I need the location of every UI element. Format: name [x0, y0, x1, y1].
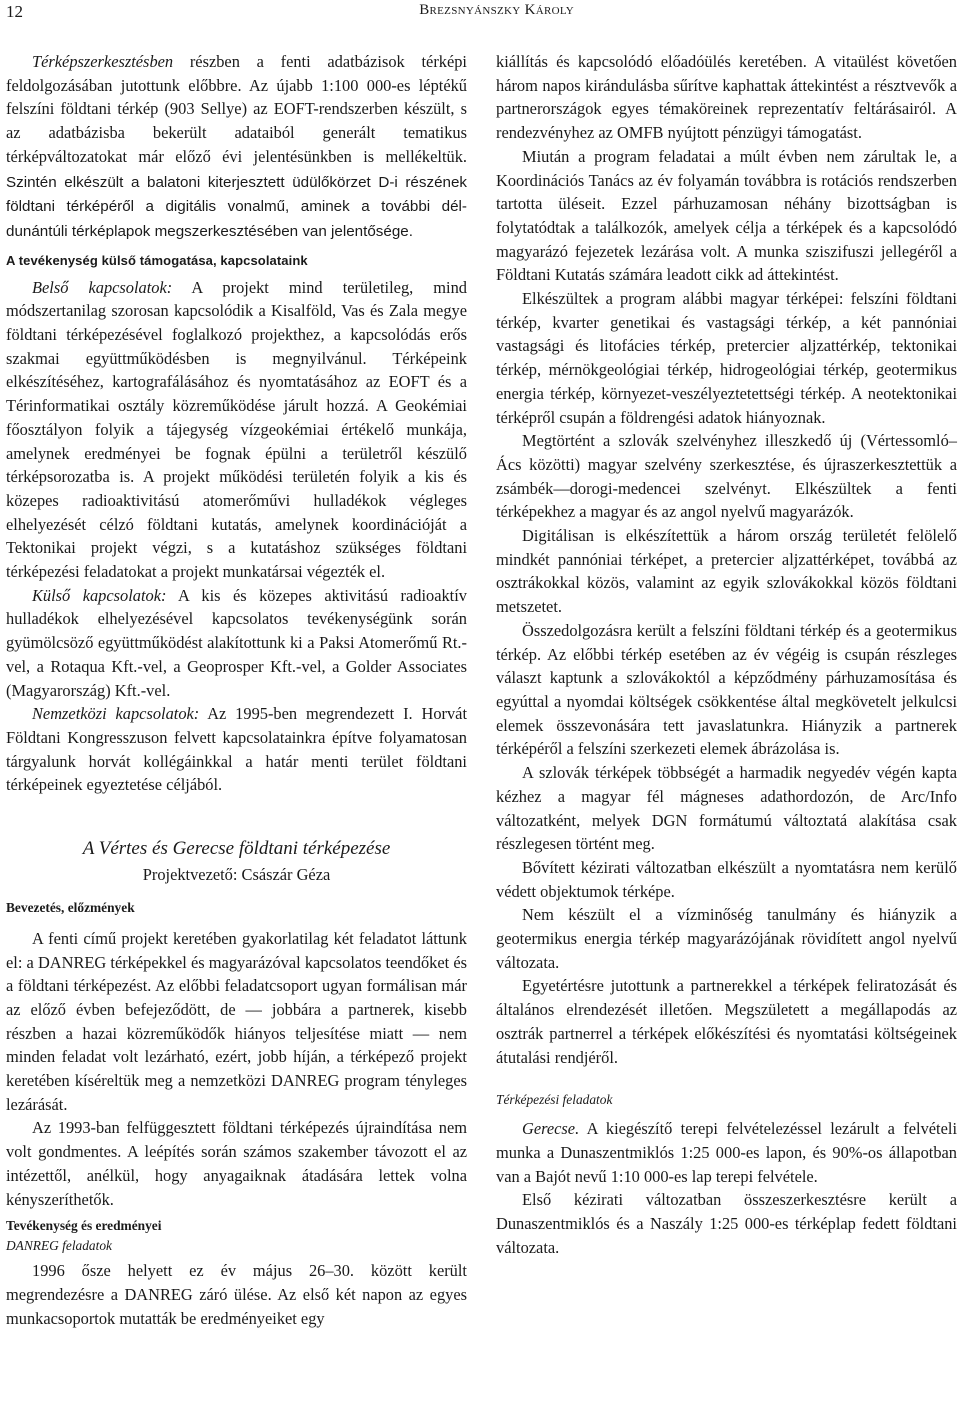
section-heading: A tevékenység külső támogatása, kapcsolataink: [6, 252, 308, 268]
paragraph: Nem készült el a vízminőség tanulmány és hiányzik a geotermikus energia térkép magyarázójának rövidített angol nyelvű változata.: [496, 905, 957, 972]
paragraph: [496, 1117, 957, 1188]
subsection-subheading: DANREG feladatok: [6, 1238, 112, 1254]
paragraph: [6, 584, 467, 703]
paragraph-text: A kiegészítő terepi felvételezéssel lezárult a felvételi munka a Dunaszentmiklós 1:25 000-es lapon, és 90%-os állapotban van a Bajót nevű 1:10 000-es lap terepi felvétele.: [496, 1119, 957, 1186]
paragraph: Elkészültek a program alábbi magyar térképei: felszíni földtani térkép, kvarter genetikai és vastagsági térkép, a két pannóniai vastagsági és litofácies térkép, pretercier aljzattérkép, tektonikai térkép, mérnökgeológiai térkép, hidrogeológiai térkép, geotermikus energia térkép, környezet-veszélyeztetettségi térkép. A neotektonikai térképről csupán a földrengési adatok hiányoznak.: [496, 289, 957, 427]
left-column: [6, 50, 467, 1330]
running-head-author: Brezsnyánszky Károly: [419, 2, 574, 18]
paragraph-text: A projekt mind területileg, mind módszertanilag szorosan kapcsolódik a Kisalföld, Vas és Zala megye földtani térképezésével foglalkozó projekthez, a kapcsolódás erős szakmai együttműködésben is megnyilvánul. Térképeink elkészítéséhez, kartografálásához és nyomtatásához az EOFT és a Térinformatikai osztály közreműködése járult hozzá. A Geokémiai főosztályon folyik a tájegység vízgeokémiai értékelő munkája, amelynek eredményei be fognak épülni a területről készülő térképsorozatba is. A projekt működési területén folyik a kis és közepes radioaktivitású atomerőművi hulladékok végleges elhelyezését célzó földtani kutatás, amelynek koordinációját a Tektonikai projekt végzi, s a kutatáshoz szükséges földtani térképezési feladatokat a projekt munkatársai végezték el.: [6, 277, 468, 582]
page-header: [0, 0, 960, 28]
paragraph: [6, 276, 467, 584]
subsection-heading: Bevezetés, előzmények: [6, 899, 135, 915]
paragraph: [6, 50, 467, 244]
paragraph: Miután a program feladatai a múlt évben nem zárultak le, a Koordinációs Tanács az év folyamán továbbra is rotációs rendszerben tartotta üléseit. Ezzel párhuzamosan néhány bizottságban is folytatódtak a találkozók, amelyek célja a térképek és a kapcsolódó magyarázó fejezetek lezárása volt. A munka sziszifuszi jellegéről a Földtani Kutatás számára leadott cikk ad áttekintést.: [496, 146, 957, 285]
paragraph: [6, 702, 467, 797]
paragraph: Egyetértésre jutottunk a partnerekkel a térképek feliratozását és általános elrendezését illetően. Megszületett a megállapodás az osztrák partnerrel a térképek előkészítési és nyomtatási költségeinek átutalási rendjéről.: [496, 976, 957, 1067]
right-column: [496, 50, 957, 1259]
italic-lead: Térképszerkesztésben: [32, 52, 174, 71]
paragraph: kiállítás és kapcsolódó előadóülés keretében. A vitaülést követően három napos kirándulásba sűrítve kaphattak áttekintést a résztvevők a partnerországok egyes témaköreinek reprezentatív feltárásairól. A rendezvényhez az OMFB nyújtott pénzügyi támogatást.: [496, 52, 957, 143]
paragraph: Az 1993-ban felfüggesztett földtani térképezés újraindítása nem volt gondmentes. A leépítés során számos szakember távozott el az intézettől, anélkül, hogy anyagaiknak átadására lettek volna kényszeríthetők.: [6, 1118, 467, 1209]
paragraph: Összedolgozásra került a felszíni földtani térkép és a geotermikus térkép. Az előbbi térkép esetében az év végéig is csupán részleges választ kaptunk a szlovákoktól a képződmény párhuzamosítása és egyúttal a nyomdai költségek csökkentése által megkövetelt jelkulcsi elemek összevonására tett javaslatunkra. Hiányzik a partnerek térképéről a felszíni szerkezeti elemek ábrázolása is.: [496, 620, 957, 759]
paragraph: Bővített kézirati változatban elkészült a nyomtatásra nem kerülő védett objektumok térképe.: [496, 857, 957, 901]
italic-lead: Külső kapcsolatok:: [32, 585, 167, 605]
section-title: A Vértes és Gerecse földtani térképezése: [82, 838, 391, 860]
paragraph: Digitálisan is elkészítettük a három ország területét felölelő mindkét pannóniai térképet, a pretercier aljzattérképet, továbbá az osztrákokkal közös, valamint az egyik szlovákokkal közös földtani metszetet.: [496, 526, 957, 617]
paragraph: Első kézirati változatban összeszerkesztésre került a Dunaszentmiklós és a Naszály 1:25 000-es térképlap fedett földtani változata.: [496, 1190, 957, 1257]
paragraph-text: Az 1995-ben megrendezett I. Horvát Földtani Kongresszuson felvett kapcsolatainkra építve folyamatosan tárgyalunk horvát kollégáinkkal a határ menti terület földtani térképeinek egyeztetése céljából.: [6, 704, 468, 795]
paragraph-text: részben a fenti adatbázisok térképi feldolgozásában jutottunk előbbre. Az újabb 1:100 000-es léptékű felszíni földtani térkép (903 Sellye) az EOFT-rendszerben készült, s az adatbázisba bekerült adataiból generált tematikus térképváltozatokat már előző évi jelentésünkben is mellékeltük.: [6, 52, 467, 166]
paragraph: A fenti című projekt keretében gyakorlatilag két feladatot láttunk el: a DANREG térképekkel és magyarázóval kapcsolatos teendőket és a földtani térképezést. Az előbbi feladatcsoport ugyan formálisan már az előző évben befejeződött, de — jobbára a partnerek, kisebb részben a hazai közreműködők hiányos teljesítése miatt — nem minden feladat volt lezárható, ezért, jobb híján, a térképező projekt keretében kíséreltük meg a nemzetközi DANREG program tényleges lezárását.: [6, 928, 467, 1114]
page-number: 12: [6, 2, 23, 21]
subsection-heading: Tevékenység és eredményei: [6, 1218, 162, 1234]
italic-lead: Belső kapcsolatok:: [32, 277, 173, 297]
paragraph: 1996 ősze helyett ez év május 26–30. között került megrendezésre a DANREG záró ülése. Az első két napon az egyes munkacsoportok mutatták be eredményeiket egy: [6, 1261, 467, 1328]
italic-lead: Nemzetközi kapcsolatok:: [32, 704, 200, 724]
paragraph-text: Szintén elkészült a balatoni kiterjesztett üdülőkörzet D-i részének földtani térképéről a digitális vonalmű, aminek a további dél-dunántúli térképlapok megszerkesztésében van jelentősége.: [6, 173, 467, 240]
section-subtitle: Projektvezető: Császár Géza: [142, 865, 331, 885]
paragraph: Megtörtént a szlovák szelvényhez illeszkedő új (Vértessomló–Ács közötti) magyar szelvény szerkesztése, és újraszerkesztettük a zsámbék—dorogi-medencei szelvényt. Elkészültek a fenti térképekhez a magyar és az angol nyelvű magyarázók.: [496, 431, 957, 522]
paragraph: A szlovák térképek többségét a harmadik negyedév végén kapta kézhez a magyar fél mágneses adathordozón, de Arc/Info változatként, melyek DGN formátumú változtatá alakítása csak részlegesen történt meg.: [496, 763, 957, 854]
italic-lead: Gerecse.: [522, 1119, 580, 1139]
subsection-subheading: Térképezési feladatok: [496, 1092, 613, 1108]
paragraph-text: A kis és közepes aktivitású radioaktív hulladékok elhelyezésével kapcsolatos tevékenységünk során gyümölcsöző együttműködést alakítottunk ki a Paksi Atomerőmű Rt.-vel, a Rotaqua Kft.-vel, a Geoprosper Kft.-vel, a Golder Associates (Magyarország) Kft.-vel.: [6, 585, 467, 700]
